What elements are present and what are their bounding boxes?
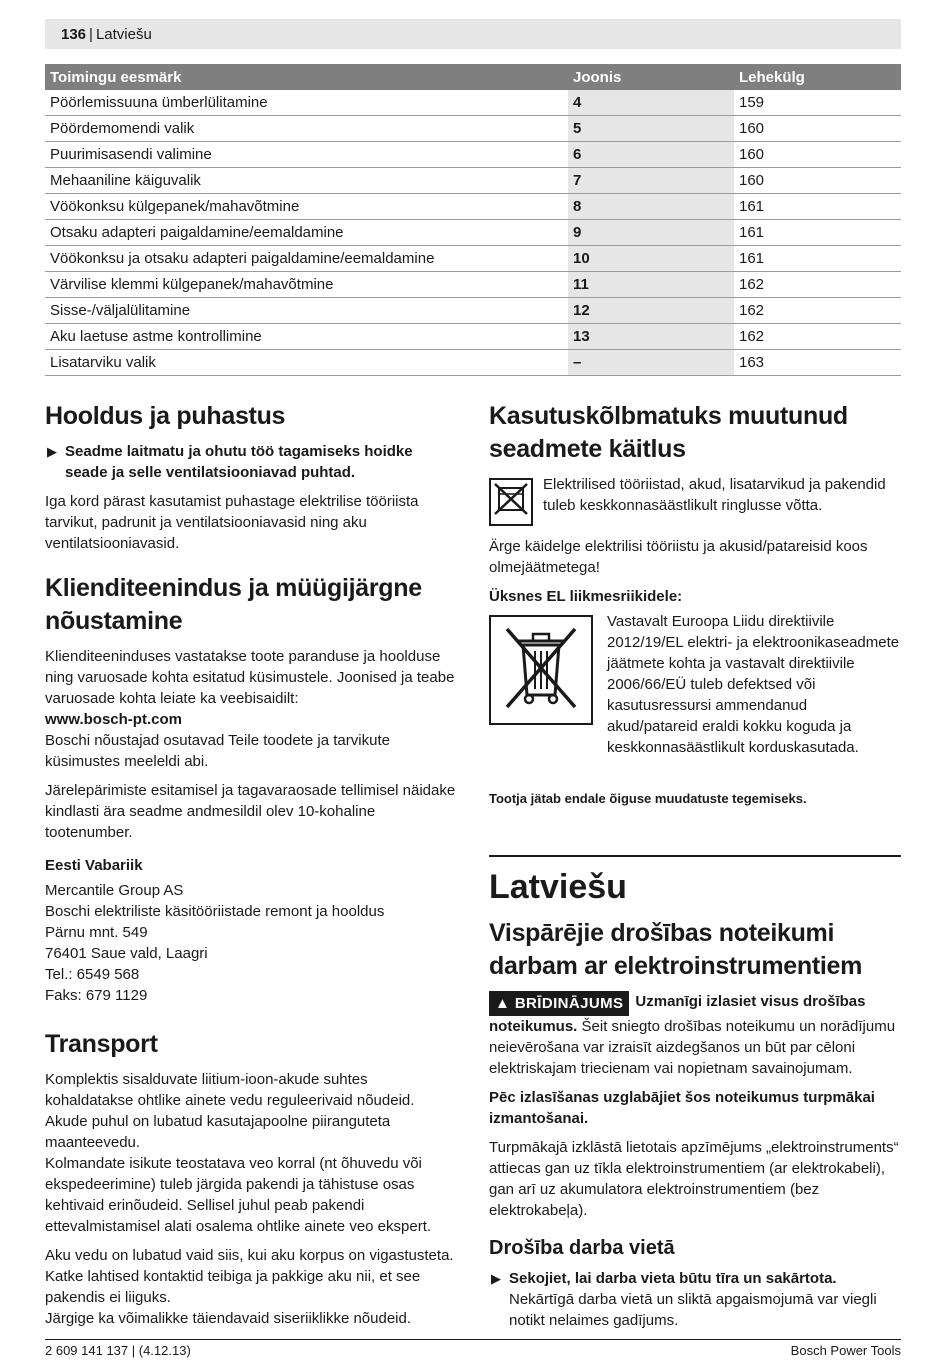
warning-label: BRĪDINĀJUMS (514, 995, 624, 1012)
warning-bold-text: Uzmanīgi izlasiet visus drošības noteikumus. (489, 993, 866, 1035)
header-language: Latviešu (95, 25, 152, 43)
transport-heading: Transport (45, 1030, 158, 1058)
disposal-heading: Kasutuskõlbmatuks muutunud seadmete käitlus (489, 402, 848, 463)
cell-purpose: Mehaaniline käiguvalik (45, 168, 568, 194)
maintenance-bullet (45, 441, 459, 483)
address-line: Tel.: 6549 568 (45, 966, 140, 983)
address-line: Pärnu mnt. 549 (45, 924, 148, 941)
cell-purpose: Otsaku adapteri paigaldamine/eemaldamine (45, 220, 568, 246)
cell-purpose: Vöökonksu ja otsaku adapteri paigaldamine/eemaldamine (45, 246, 568, 272)
recycle-row (489, 474, 901, 526)
warning-triangle-icon: ▲ (495, 995, 511, 1012)
disposal-warning-text: Ärge käidelge elektrilisi tööriistu ja akusid/patareisid koos olmejäätmetega! (489, 538, 868, 576)
workplace-heading: Drošība darba vietā (489, 1237, 675, 1259)
table-row (45, 116, 901, 142)
table-row (45, 246, 901, 272)
eu-heading: Üksnes EL liikmesriikidele: (489, 588, 683, 605)
keep-instructions-text: Pēc izlasīšanas uzglabājiet šos noteikumus turpmākai izmantošanai. (489, 1089, 875, 1127)
recycle-box-icon (489, 478, 533, 526)
col-header-figure: Joonis (568, 64, 734, 90)
transport-paragraph: Järgige ka võimalikke täiendavaid siseriiklikke nõudeid. (45, 1310, 412, 1327)
cell-page: 161 (734, 246, 901, 272)
transport-paragraph: Kolmandate isikute teostatava veo korral (nt õhuvedu või ekspedeerimine) tuleb järgida pakendi ja tähistuse osas kehtivaid erinõudeid. Sellisel juhul peab pakendi ettevalmistamisel alati osalema ohtlike ainete veo ekspert. (45, 1155, 432, 1235)
cell-page: 162 (734, 272, 901, 298)
table-row (45, 220, 901, 246)
warning-badge (489, 991, 629, 1016)
cell-page: 160 (734, 116, 901, 142)
table-row (45, 324, 901, 350)
address-line: 76401 Saue vald, Laagri (45, 945, 208, 962)
cell-figure: 13 (568, 324, 734, 350)
cell-purpose: Värvilise klemmi külgepanek/mahavõtmine (45, 272, 568, 298)
cell-purpose: Lisatarviku valik (45, 350, 568, 376)
table-row (45, 90, 901, 116)
left-column (45, 400, 459, 1337)
disposal-text: Elektrilised tööriistad, akud, lisatarvikud ja pakendid tuleb keskkonnasäästlikult ringlusse võtta. (543, 476, 886, 514)
operations-table (45, 64, 901, 376)
address-line: Mercantile Group AS (45, 882, 184, 899)
cell-page: 162 (734, 324, 901, 350)
workplace-bullet-bold: Sekojiet, lai darba vieta būtu tīra un sakārtota. (509, 1270, 837, 1287)
term-definition-text: Turpmākajā izklāstā lietotais apzīmējums „elektroinstruments“ attiecas gan uz tīkla elektroinstrumentiem (ar elektrokabeli), gan arī uz akumulatora elektroinstrumentiem (bez elektrokabeļa). (489, 1139, 899, 1219)
service-paragraph: Boschi nõustajad osutavad Teile toodete ja tarvikute küsimustes meeleldi abi. (45, 732, 390, 770)
cell-figure: 9 (568, 220, 734, 246)
service-paragraph: Järelepärimiste esitamisel ja tagavaraosade tellimisel näidake kindlasti ära seadme andmesildil olev 10-kohaline tootenumber. (45, 782, 456, 841)
cell-figure: 11 (568, 272, 734, 298)
cell-figure: 12 (568, 298, 734, 324)
cell-purpose: Puurimisasendi valimine (45, 142, 568, 168)
page-header (45, 19, 901, 49)
table-row (45, 272, 901, 298)
workplace-bullet (489, 1268, 901, 1331)
cell-figure: 6 (568, 142, 734, 168)
address-block (45, 880, 459, 1006)
maintenance-text: Iga kord pärast kasutamist puhastage elektrilise tööriista tarvikut, padrunit ja ventilatsiooniavasid ning aku ventilatsiooniavasid. (45, 493, 419, 552)
col-header-purpose: Toimingu eesmärk (45, 64, 568, 90)
cell-page: 163 (734, 350, 901, 376)
maintenance-bullet-text: Seadme laitmatu ja ohutu töö tagamiseks hoidke seade ja selle ventilatsiooniavad puhtad. (65, 443, 413, 481)
service-paragraph: Klienditeeninduses vastatakse toote paranduse ja hoolduse ning varuosade kohta esitatud küsimustele. Joonised ja teabe varuosade kohta leiate ka veebisaidilt: (45, 648, 455, 707)
crossed-bin-icon (489, 615, 593, 725)
cell-page: 161 (734, 220, 901, 246)
cell-page: 160 (734, 168, 901, 194)
cell-page: 162 (734, 298, 901, 324)
col-header-page: Lehekülg (734, 64, 901, 90)
eu-text: Vastavalt Euroopa Liidu direktiivile 2012/19/EL elektri- ja elektroonikaseadmete jäätmete kohta ja vastavalt direktiivile 2006/66/EÜ tuleb defektsed või kasutusressursi ammendanud akud/patareid eraldi kokku koguda ja keskkonnasäästlikult korduskasutada. (607, 613, 900, 756)
latvian-title: Latviešu (489, 855, 901, 907)
warning-block (489, 991, 901, 1079)
cell-figure: – (568, 350, 734, 376)
warning-text: Šeit sniegto drošības noteikumu un norādījumu neievērošana var izraisīt aizdegšanos un būt par cēloni elektriskajam triecienam vai nopietnam savainojumam. (489, 1018, 896, 1077)
table-row (45, 142, 901, 168)
table-row (45, 350, 901, 376)
header-separator: | (89, 25, 93, 43)
bullet-triangle-icon: ▶ (491, 1271, 501, 1286)
cell-page: 160 (734, 142, 901, 168)
cell-purpose: Pöördemomendi valik (45, 116, 568, 142)
cell-page: 159 (734, 90, 901, 116)
cell-purpose: Pöörlemissuuna ümberlülitamine (45, 90, 568, 116)
table-row (45, 194, 901, 220)
transport-paragraph: Komplektis sisalduvate liitium-ioon-akude suhtes kohaldatakse ohtlike ainete vedu reguleerivaid nõudeid. Akude puhul on lubatud kasutajapoolne piiranguteta maanteevedu. (45, 1071, 415, 1151)
latvian-section (489, 855, 901, 1331)
safety-heading: Vispārējie drošības noteikumi darbam ar elektroinstrumentiem (489, 919, 863, 980)
cell-purpose: Aku laetuse astme kontrollimine (45, 324, 568, 350)
country-heading: Eesti Vabariik (45, 857, 143, 874)
cell-figure: 10 (568, 246, 734, 272)
page-footer (45, 1339, 901, 1358)
cell-page: 161 (734, 194, 901, 220)
weee-row (489, 611, 901, 758)
bullet-triangle-icon: ▶ (47, 444, 57, 459)
address-line: Boschi elektriliste käsitööriistade remont ja hooldus (45, 903, 385, 920)
address-line: Faks: 679 1129 (45, 987, 148, 1004)
table-row (45, 298, 901, 324)
table-row (45, 168, 901, 194)
changes-notice: Tootja jätab endale õiguse muudatuste tegemiseks. (489, 791, 807, 806)
maintenance-heading: Hooldus ja puhastus (45, 402, 286, 430)
cell-purpose: Vöökonksu külgepanek/mahavõtmine (45, 194, 568, 220)
cell-figure: 8 (568, 194, 734, 220)
service-heading: Klienditeenindus ja müügijärgne nõustamine (45, 574, 422, 635)
cell-purpose: Sisse-/väljalülitamine (45, 298, 568, 324)
page-number: 136 (61, 25, 87, 43)
transport-paragraph: Aku vedu on lubatud vaid siis, kui aku korpus on vigastusteta. Katke lahtised kontaktid teibiga ja pakkige aku nii, et see pakendis ei liiguks. (45, 1247, 454, 1306)
table-header-row (45, 64, 901, 90)
workplace-bullet-text: Nekārtīgā darba vietā un sliktā apgaismojumā var viegli notikt nelaimes gadījums. (509, 1291, 877, 1329)
footer-doc-code: 2 609 141 137 | (4.12.13) (45, 1343, 191, 1358)
service-url[interactable]: www.bosch-pt.com (45, 711, 182, 728)
cell-figure: 5 (568, 116, 734, 142)
footer-brand: Bosch Power Tools (790, 1343, 901, 1358)
right-column (489, 400, 901, 1339)
cell-figure: 4 (568, 90, 734, 116)
cell-figure: 7 (568, 168, 734, 194)
